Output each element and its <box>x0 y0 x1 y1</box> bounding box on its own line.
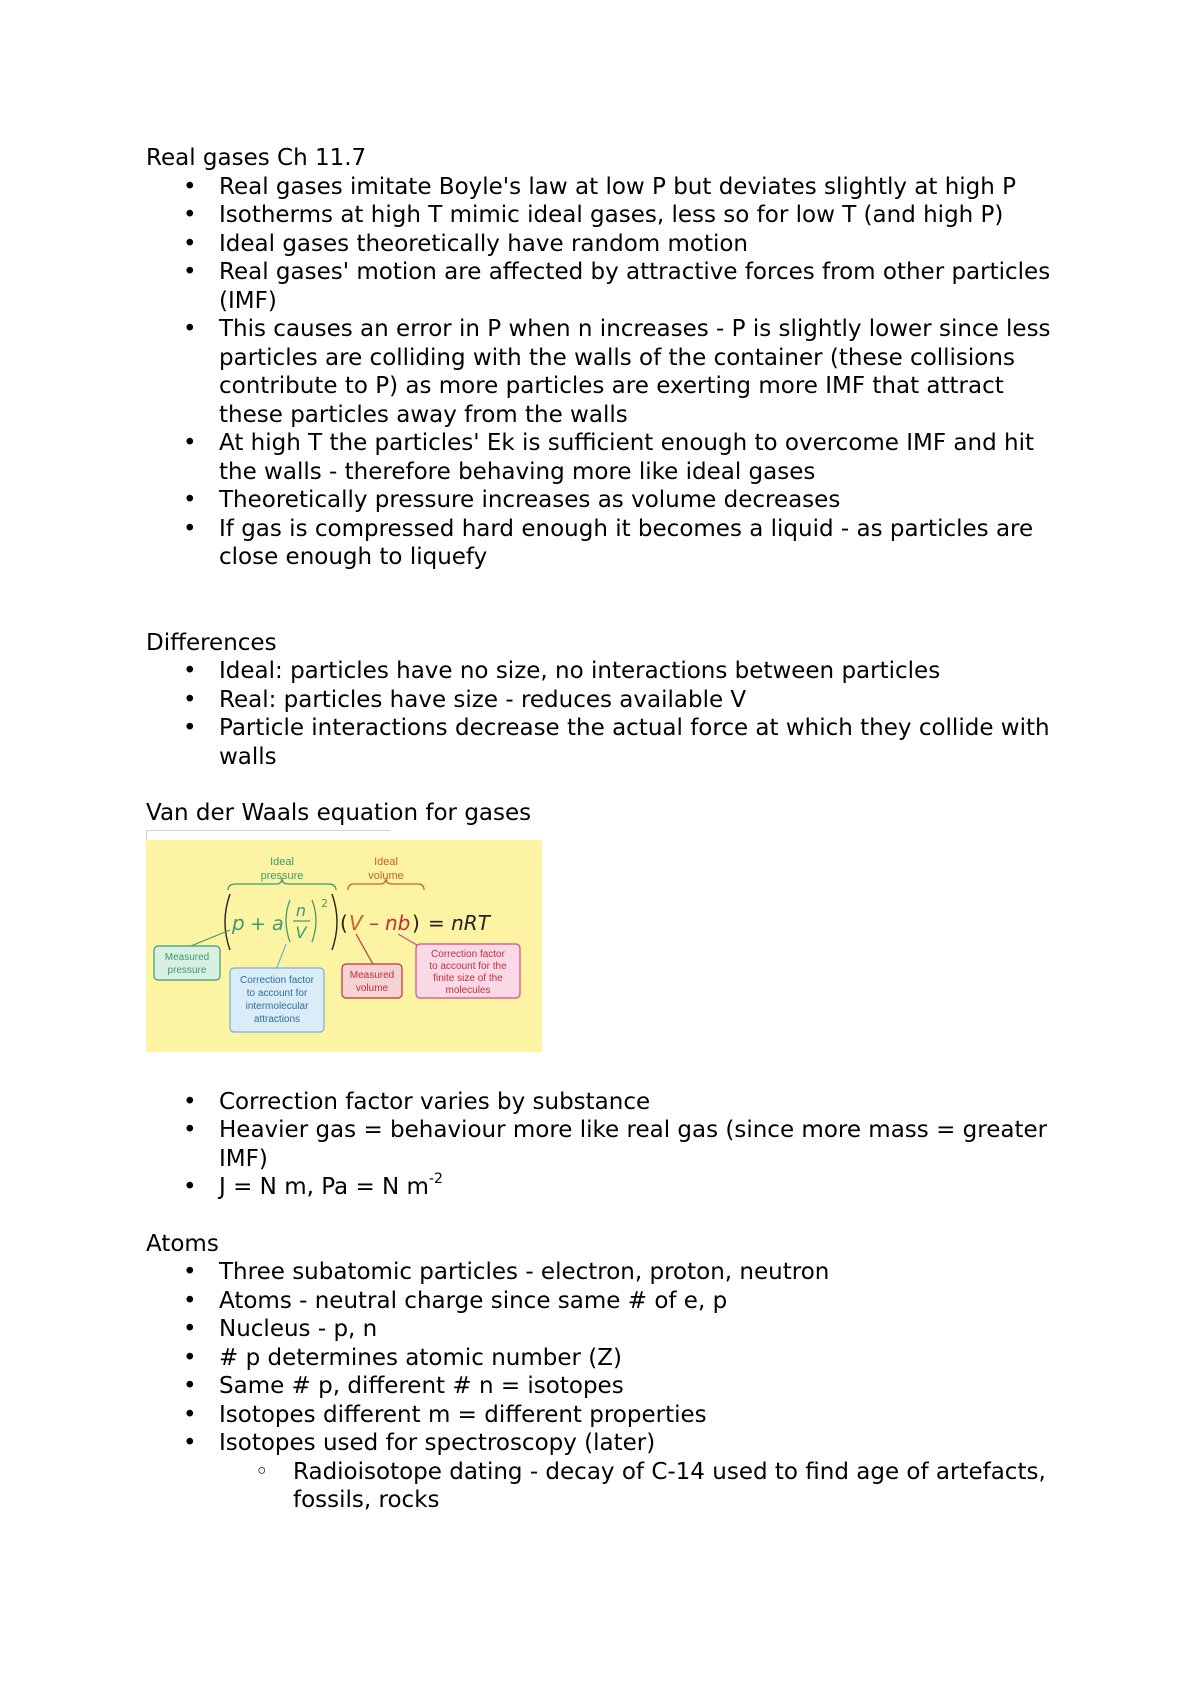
list-item: • Theoretically pressure increases as volume decreases <box>219 486 1066 515</box>
equation-nb: nb <box>385 910 411 935</box>
list-item: • Real gases imitate Boyle's law at low P but deviates slightly at high P <box>219 173 1066 202</box>
list-item: • Real: particles have size - reduces available V <box>219 686 1066 715</box>
bullet-list-differences <box>146 657 1066 771</box>
figure-frame-rule <box>146 830 147 840</box>
list-item: • Ideal: particles have no size, no interactions between particles <box>219 657 1066 686</box>
list-item: • This causes an error in P when n increases - P is slightly lower since less particles are colliding with the walls of the container (these collisions contribute to P) as more particles are exerting more IMF that attract these particles away from the walls <box>219 315 1066 429</box>
document-body <box>146 144 1066 1515</box>
callout-correction-size-line4: molecules <box>445 984 491 996</box>
equation-exponent: 2 <box>321 896 328 910</box>
callout-measured-pressure-line2: pressure <box>167 964 207 976</box>
callout-correction-size-line2: to account for the <box>429 960 507 972</box>
list-item: • Isotopes different m = different properties <box>219 1401 1066 1430</box>
equation-fraction-numerator: n <box>295 900 307 920</box>
equation-fraction-denominator: V <box>295 922 307 942</box>
bullet-list-van-der-waals <box>146 1088 1066 1202</box>
section-heading-atoms: Atoms <box>146 1230 219 1257</box>
units-superscript: -2 <box>428 1171 443 1188</box>
sub-bullet-list <box>219 1458 1066 1515</box>
label-ideal-volume-line1: Ideal <box>374 855 398 868</box>
list-item: • # p determines atomic number (Z) <box>219 1344 1066 1373</box>
label-ideal-pressure-line2: pressure <box>260 869 304 882</box>
callout-correction-attractions-line3: intermolecular <box>245 1000 309 1012</box>
list-item-with-sublist <box>219 1429 1066 1515</box>
section-heading-van-der-waals: Van der Waals equation for gases <box>146 800 532 826</box>
callout-correction-attractions-line2: to account for <box>246 987 308 999</box>
equation-rhs: = nRT <box>428 910 490 935</box>
label-ideal-volume-line2: volume <box>368 869 404 882</box>
bullet-list-atoms <box>146 1258 1066 1515</box>
equation-paren-v-close: ) <box>412 910 420 935</box>
section-heading-real-gases: Real gases Ch 11.7 <box>146 145 367 171</box>
units-text: J = N m, Pa = N m <box>219 1174 429 1200</box>
list-item: • If gas is compressed hard enough it becomes a liquid - as particles are close enough to liquefy <box>219 515 1066 572</box>
list-item-text: Isotopes used for spectroscopy (later) <box>219 1430 656 1456</box>
callout-measured-volume-line2: volume <box>355 982 389 994</box>
list-item: • Real gases' motion are affected by attractive forces from other particles (IMF) <box>219 258 1066 315</box>
equation-paren-v-open: ( <box>340 910 348 935</box>
callout-correction-attractions-line4: attractions <box>253 1013 301 1025</box>
sub-list-item: ◦ Radioisotope dating - decay of C-14 used to find age of artefacts, fossils, rocks <box>293 1458 1066 1515</box>
bullet-list-real-gases <box>146 173 1066 572</box>
callout-measured-volume-line1: Measured <box>349 969 395 981</box>
list-item: • Ideal gases theoretically have random motion <box>219 230 1066 259</box>
equation-minus: – <box>369 910 379 935</box>
list-item: • Same # p, different # n = isotopes <box>219 1372 1066 1401</box>
van-der-waals-diagram <box>146 840 542 1052</box>
callout-correction-size-line1: Correction factor <box>431 948 505 960</box>
list-item: • Isotherms at high T mimic ideal gases, less so for low T (and high P) <box>219 201 1066 230</box>
list-item: • At high T the particles' Ek is sufficient enough to overcome IMF and hit the walls - therefore behaving more like ideal gases <box>219 429 1066 486</box>
section-heading-differences: Differences <box>146 629 277 656</box>
callout-correction-size-line3: finite size of the <box>433 972 503 984</box>
figure-frame-rule <box>146 830 390 831</box>
callout-correction-attractions-line1: Correction factor <box>240 974 314 986</box>
spacer <box>146 572 1066 629</box>
list-item: • Three subatomic particles - electron, proton, neutron <box>219 1258 1066 1287</box>
equation-p: p <box>232 910 245 935</box>
list-item-units <box>219 1173 1066 1202</box>
spacer <box>146 1202 1066 1230</box>
label-ideal-pressure-line1: Ideal <box>270 855 294 868</box>
equation-plus-a: + a <box>250 912 284 935</box>
list-item: • Heavier gas = behaviour more like real gas (since more mass = greater IMF) <box>219 1116 1066 1173</box>
van-der-waals-figure <box>146 828 1066 1088</box>
equation-v: V <box>349 910 363 935</box>
spacer <box>146 771 1066 799</box>
list-item: • Particle interactions decrease the actual force at which they collide with walls <box>219 714 1066 771</box>
list-item: • Nucleus - p, n <box>219 1315 1066 1344</box>
callout-measured-pressure-line1: Measured <box>164 951 210 963</box>
list-item: • Atoms - neutral charge since same # of e, p <box>219 1287 1066 1316</box>
list-item: • Correction factor varies by substance <box>219 1088 1066 1117</box>
